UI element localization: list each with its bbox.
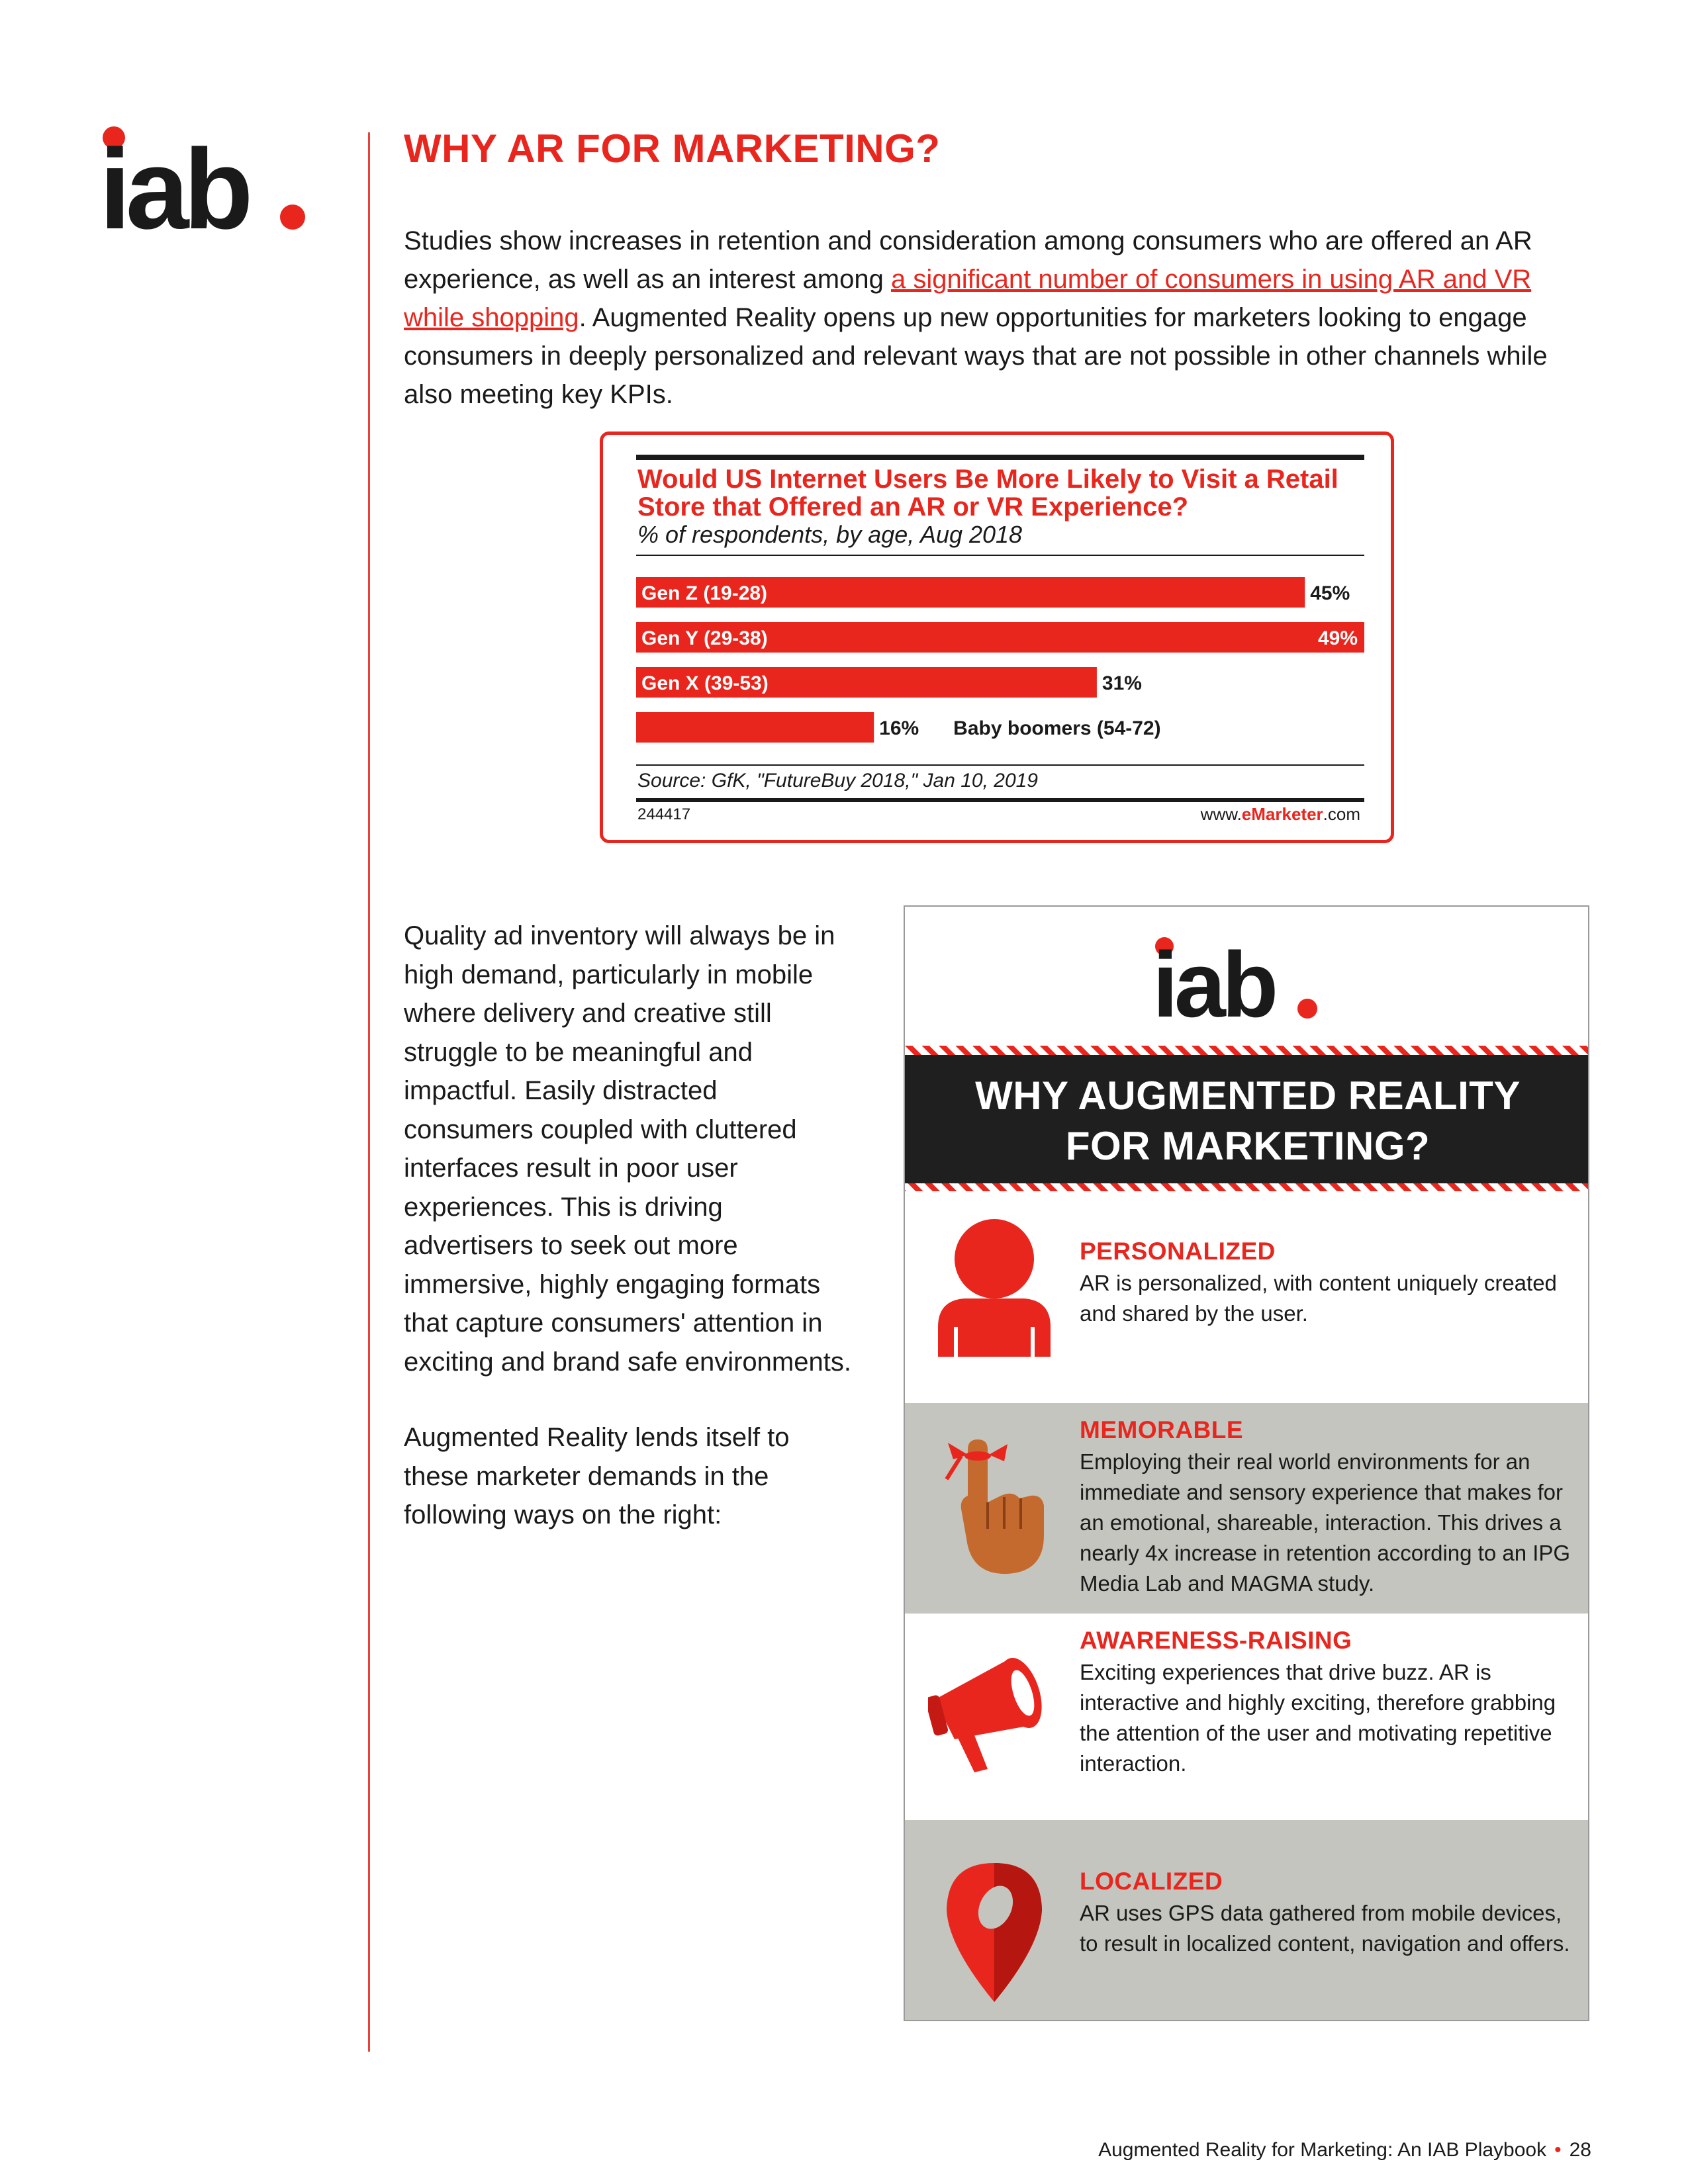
chart-source: Source: GfK, "FutureBuy 2018," Jan 10, 2019 (637, 770, 1038, 792)
chart-top-rule (636, 455, 1364, 460)
chart-bottom-rule (636, 798, 1364, 802)
bar-3 (636, 712, 874, 743)
iab-logo-text: iab (99, 126, 248, 238)
page-number: 28 (1569, 2139, 1591, 2161)
person-icon (925, 1218, 1064, 1357)
vertical-divider (368, 132, 370, 2052)
intro-link[interactable]: a significant number of consumers in using AR and VR while shopping (404, 265, 1532, 332)
section-localized (905, 1820, 1589, 2021)
finger-ribbon-icon (941, 1430, 1054, 1582)
section-text: AR is personalized, with content uniquely created and shared by the user. (1080, 1271, 1557, 1326)
chart-brand: www.eMarketer.com (1200, 804, 1360, 824)
section-memorable (905, 1403, 1589, 1614)
page-footer: Augmented Reality for Marketing: An IAB Playbook • 28 (1098, 2139, 1591, 2161)
bar-category-label: Gen Z (19-28) (641, 582, 768, 604)
chart-id: 244417 (637, 805, 691, 823)
section-text: Exciting experiences that drive buzz. AR is interactive and highly exciting, therefore grabbing the attention of the user and motivating repetitive interaction. (1080, 1660, 1556, 1776)
section-heading: AWARENESS-RAISING (1080, 1627, 1352, 1654)
footer-title: Augmented Reality for Marketing: An IAB Playbook (1098, 2139, 1547, 2161)
iab-logo (99, 119, 311, 238)
section-heading: PERSONALIZED (1080, 1238, 1276, 1265)
section-text: Employing their real world environments for an immediate and sensory experience that makes for an emotional, shareable, interaction. This drives a nearly 4x increase in retention according to an IPG Media Lab and MAGMA study. (1080, 1449, 1571, 1596)
bar-category-label: Gen Y (29-38) (641, 627, 768, 649)
map-pin-icon (941, 1860, 1047, 2005)
infographic-logo-text: iab (1152, 933, 1275, 1024)
bar-value-label: 31% (1102, 672, 1142, 694)
page-title: WHY AR FOR MARKETING? (404, 126, 941, 171)
infographic-heading: WHY AUGMENTED REALITY FOR MARKETING? (975, 1073, 1521, 1168)
chart-rule (636, 764, 1364, 766)
bar-value-label: 49% (1317, 627, 1358, 649)
section-heading: LOCALIZED (1080, 1868, 1223, 1895)
section-text: AR uses GPS data gathered from mobile devices, to result in localized content, navigation and offers. (1080, 1901, 1570, 1956)
section-awareness-raising (905, 1614, 1589, 1820)
emarketer-chart (600, 432, 1394, 843)
chart-plot (636, 564, 1364, 762)
section-heading: MEMORABLE (1080, 1416, 1244, 1443)
bar-category-label: Baby boomers (54-72) (953, 717, 1161, 739)
bar-category-label: Gen X (39-53) (641, 672, 769, 694)
infographic (904, 905, 1589, 2021)
chart-title: Would US Internet Users Be More Likely to Visit a Retail Store that Offered an AR or VR Experience? (637, 465, 1338, 522)
bar-value-label: 45% (1310, 582, 1350, 604)
body-paragraph-2: Augmented Reality lends itself to these marketer demands in the following ways on the right: (404, 1423, 790, 1529)
megaphone-icon (928, 1640, 1060, 1772)
bar-value-label: 16% (879, 717, 919, 739)
body-paragraph-1: Quality ad inventory will always be in high demand, particularly in mobile where delivery and creative still struggle to be meaningful and impactful. Easily distracted consumers coupled with cluttered interfaces result in poor user experiences. This is driving advertisers to seek out more immersive, highly engaging formats that capture consumers' attention in exciting and brand safe environments. (404, 921, 851, 1377)
intro-paragraph: Studies show increases in retention and consideration among consumers who are offered an AR experience, as well as an interest among a significant number of consumers in using AR and VR while shopping. Augmented Reality opens up new opportunities for marketers looking to engage consumers in deeply personalized and relevant ways that are not possible in other channels while also meeting key KPIs. (404, 226, 1548, 409)
infographic-iab-logo (1150, 932, 1348, 1024)
section-personalized (905, 1224, 1589, 1403)
chart-rule (636, 555, 1364, 556)
chart-subtitle: % of respondents, by age, Aug 2018 (637, 521, 1023, 548)
